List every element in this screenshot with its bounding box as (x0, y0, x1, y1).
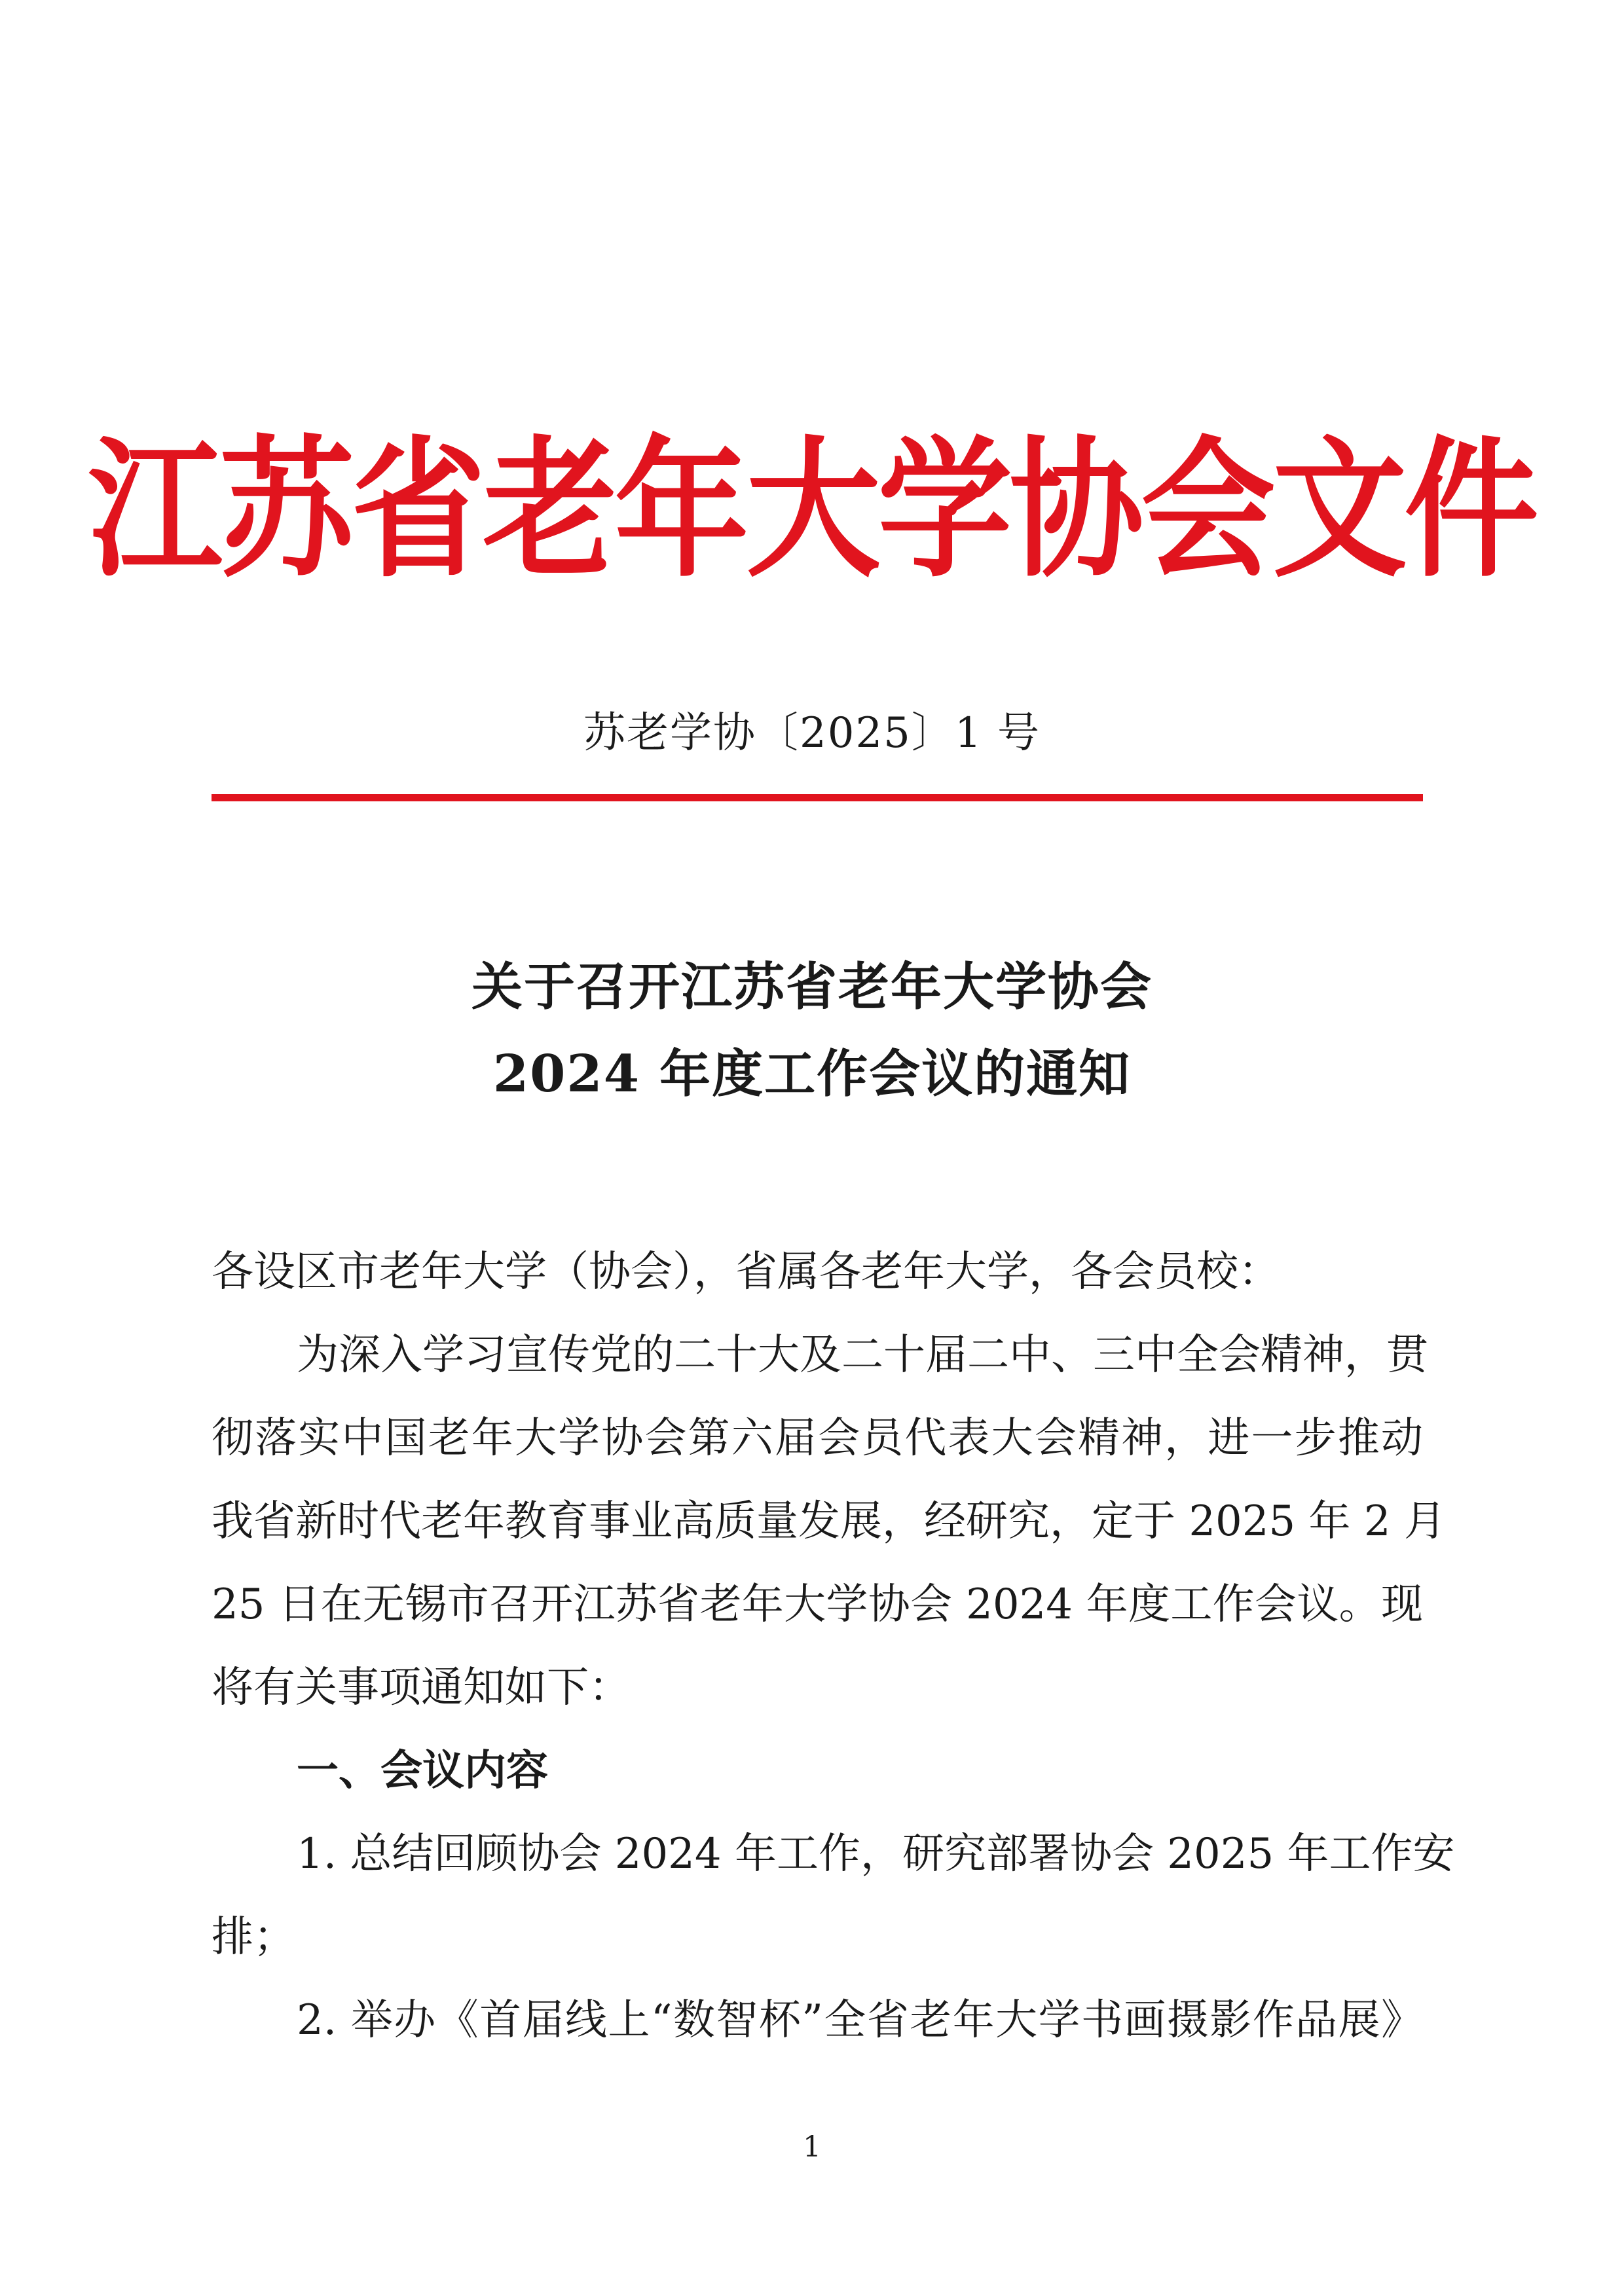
list-item-line: 排； (212, 1913, 295, 1961)
salutation: 各设区市老年大学（协会），省属各老年大学，各会员校： (212, 1248, 1280, 1296)
document-number: 苏老学协〔2025〕1 号 (583, 709, 1041, 757)
paragraph-line: 我省新时代老年教育事业高质量发展，经研究，定于 2025 年 2 月 (212, 1497, 1446, 1546)
list-item-line: 1. 总结回顾协会 2024 年工作，研究部署协会 2025 年工作安 (297, 1830, 1455, 1878)
masthead-title: 江苏省老年大学协会文件 (88, 423, 1536, 598)
list-item-line: 2. 举办《首届线上“数智杯”全省老年大学书画摄影作品展》 (297, 1996, 1423, 2045)
section-heading: 一、会议内容 (297, 1747, 548, 1795)
paragraph-line: 为深入学习宣传党的二十大及二十届二中、三中全会精神，贯 (297, 1331, 1428, 1379)
paragraph-line: 将有关事项通知如下： (212, 1664, 631, 1712)
red-divider-line (212, 794, 1423, 801)
notice-title-line-1: 关于召开江苏省老年大学协会 (471, 957, 1153, 1017)
page-number: 1 (803, 2130, 821, 2164)
paragraph-line: 彻落实中国老年大学协会第六届会员代表大会精神，进一步推动 (212, 1414, 1423, 1463)
paragraph-line: 25 日在无锡市召开江苏省老年大学协会 2024 年度工作会议。现 (212, 1580, 1423, 1629)
notice-title-line-2: 2024 年度工作会议的通知 (492, 1044, 1132, 1104)
